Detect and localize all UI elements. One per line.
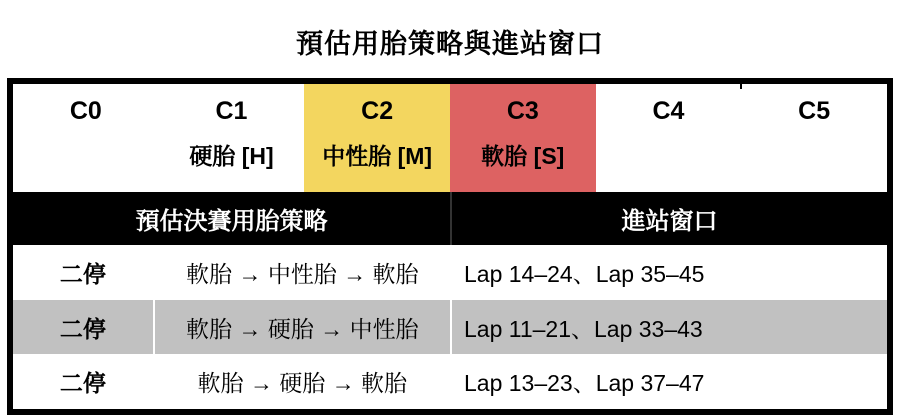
compound-cell-c5 [741, 84, 887, 192]
table-row [13, 245, 887, 300]
stops-cell: 二停 [59, 260, 106, 287]
compound-cell-c4 [596, 84, 742, 192]
pit-window-cell: Lap 11–21、Lap 33–43 [450, 300, 887, 355]
stops-cell: 二停 [59, 315, 106, 342]
pit-window-section-header: 進站窗口 [450, 192, 887, 245]
section-header-band [13, 192, 887, 245]
table-row [13, 300, 887, 355]
compound-cell-c3-highlighted [450, 84, 596, 192]
strategy-cell: 軟胎 → 硬胎 → 軟胎 [153, 354, 450, 409]
compound-label: C2 [361, 96, 394, 125]
stops-cell: 二停 [59, 370, 106, 397]
compound-scale-header [13, 84, 887, 192]
compound-name: 硬胎 [H] [189, 143, 274, 169]
compound-label: C4 [652, 96, 685, 125]
compound-cell-c0 [13, 84, 159, 192]
strategy-cell: 軟胎 → 中性胎 → 軟胎 [153, 245, 450, 300]
page-title: 預估用胎策略與進站窗口 [296, 29, 604, 59]
compound-cell-c2-highlighted [304, 84, 450, 192]
compound-name: 中性胎 [M] [322, 143, 433, 169]
pit-window-cell: Lap 13–23、Lap 37–47 [450, 354, 887, 409]
pit-window-cell: Lap 14–24、Lap 35–45 [450, 245, 887, 300]
compound-label: C3 [506, 96, 539, 125]
column-border-tick [740, 84, 742, 89]
compound-label: C1 [215, 96, 248, 125]
strategy-section-header: 預估決賽用胎策略 [135, 208, 328, 235]
compound-label: C5 [798, 96, 831, 125]
compound-label: C0 [69, 96, 102, 125]
compound-cell-c1 [159, 84, 305, 192]
tyre-strategy-table [7, 78, 893, 415]
strategy-cell: 軟胎 → 硬胎 → 中性胎 [153, 300, 450, 355]
compound-name: 軟胎 [S] [481, 143, 565, 169]
table-row [13, 354, 887, 409]
